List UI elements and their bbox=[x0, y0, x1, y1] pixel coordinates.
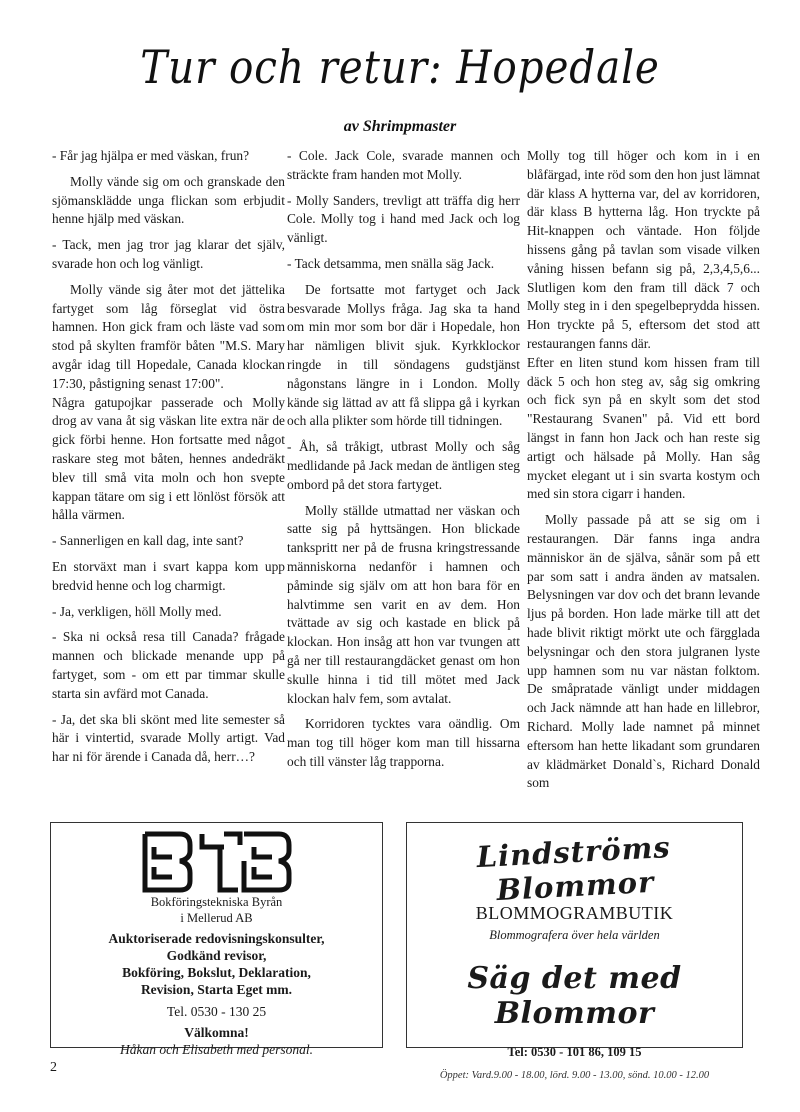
advertisement-blommor bbox=[406, 822, 743, 1081]
btb-service-line: Auktoriserade redovisningskonsulter, bbox=[108, 931, 325, 946]
blommor-shop-name-text: Lindströms Blommor bbox=[475, 829, 672, 908]
btb-staff: Håkan och Elisabeth med personal. bbox=[119, 1042, 314, 1057]
paragraph: Korridoren tycktes vara oändlig. Om man tog till höger kom man till hissarna och till vänster låg trapporna. bbox=[287, 716, 520, 769]
paragraph: Efter en liten stund kom hissen fram till däck 5 och hon steg av, såg sig omkring och fick syn på en skylt som det stod "Restaurang Svanen" på. Vid ett bord längst in fann hon Jack och han reste sig artigt och hälsade på Molly. Han såg mycket elegant ut i sin svarta kostym och med sin stora cigarr i handen. bbox=[527, 354, 760, 502]
btb-welcome: Välkomna! bbox=[184, 1025, 249, 1040]
paragraph: Molly tog till höger och kom in i en blåfärgad, inte röd som den hon just lämnat där klass A hytterna var, del av korridoren, där klass B hytterna låg. Hon tryckte på Hit-knappen och väntade. Hon följde hissens gång på tavlan som visade vilken våning hissen befann sig på, 2,3,4,5,6... Slutligen kom den fram till däck 7 och Molly steg in i den spegelbeprydda hissen. Hon tryckte på 5, eftersom det stod att restaurangen fanns där. bbox=[527, 148, 760, 351]
paragraph: De fortsatte mot fartyget och Jack besvarade Mollys fråga. Jag ska ta hand om min mor som bor där i Hopedale, hon har nämligen blivit sjuk. Kyrkklockor ringde in till söndagens gudstjänst någonstans längre in i London. Molly kände sig lättad av att få slippa gå i kyrkan och alla plikter som hörde till tidningen. bbox=[287, 281, 520, 429]
advertisement-btb bbox=[50, 822, 383, 1057]
paragraph: - Ja, verkligen, höll Molly med. bbox=[52, 603, 222, 619]
paragraph: - Åh, så tråkigt, utbrast Molly och såg medlidande på Jack medan de äntligen steg ombord på det stora fartyget. bbox=[287, 439, 520, 492]
paragraph: Molly vände sig om och granskade den sjömansklädde unga flickan som erbjudit henne hjälp med väskan. bbox=[52, 173, 285, 227]
article-byline: av Shrimpmaster bbox=[343, 118, 457, 135]
btb-service-line: Godkänd revisor, bbox=[166, 948, 267, 963]
article-column-2 bbox=[287, 147, 520, 779]
blommor-slogan: Säg det med Blommor bbox=[467, 961, 682, 1031]
btb-phone: Tel. 0530 - 130 25 bbox=[166, 1004, 267, 1019]
paragraph: - Sannerligen en kall dag, inte sant? bbox=[52, 533, 244, 549]
paragraph: Några gatupojkar passerade och Molly drog av vana åt sig väskan lite extra när de gick förbi henne. Hon fortsatte med något raskare steg mot båten, hennes andedräkt blev till små vita moln och hon svepte kappan tätare om sig i ett lönlöst försök att hålla värmen. bbox=[52, 394, 285, 523]
paragraph: Molly vände sig åter mot det jättelika fartyget som låg förseglat vid östra hamnen. Hon gick fram och läste vad som stod på skylten framför båten "M.S. Mary avgår idag till Hopedale, Canada klockan 17:30, påstigning senast 17:00". bbox=[52, 281, 285, 391]
blommor-opening-hours: Öppet: Vard.9.00 - 18.00, lörd. 9.00 - 13.00, sönd. 10.00 - 12.00 bbox=[439, 1070, 710, 1081]
btb-services bbox=[51, 930, 382, 998]
btb-company-location: i Mellerud AB bbox=[180, 911, 253, 925]
paragraph: En storväxt man i svart kappa kom upp bredvid henne och log charmigt. bbox=[52, 558, 285, 593]
blommor-tagline: Blommografera över hela världen bbox=[489, 928, 660, 942]
paragraph: - Cole. Jack Cole, svarade mannen och sträckte fram handen mot Molly. bbox=[287, 148, 520, 182]
btb-company-name: Bokföringstekniska Byrån bbox=[150, 895, 283, 909]
paragraph: Molly ställde utmattad ner väskan och satte sig på hyttsängen. Hon blickade tankspritt ner på de frusna kringstressande människorna nedanför i hamnen och påminde sig själv om att hon bara för en halvtimme sen varit en av dem. Hon tvättade av sig och kastade en blick på klockan. Hon insåg att hon var tvungen att gå ner till restaurangdäcket genast om hon skulle hinna i tid till mötet med Jack klockan halv fem, som avtalat. bbox=[287, 502, 520, 706]
page-number: 2 bbox=[50, 1060, 57, 1075]
paragraph: - Ja, det ska bli skönt med lite semester så här i vintertid, svarade Molly artigt. Vad har ni för ärende i Canada då, herr…? bbox=[52, 711, 285, 765]
article-column-3 bbox=[527, 147, 760, 800]
paragraph: - Tack detsamma, men snälla säg Jack. bbox=[287, 255, 495, 271]
btb-logo-icon bbox=[142, 831, 292, 893]
btb-service-line: Bokföring, Bokslut, Deklaration, bbox=[122, 965, 311, 980]
paragraph: - Molly Sanders, trevligt att träffa dig herr Cole. Molly tog i hand med Jack och log vänligt. bbox=[287, 192, 520, 246]
btb-service-line: Revision, Starta Eget mm. bbox=[140, 982, 293, 997]
article-column-1 bbox=[52, 147, 285, 774]
paragraph: - Får jag hjälpa er med väskan, frun? bbox=[52, 148, 250, 163]
blommor-shop-name bbox=[407, 829, 742, 908]
paragraph: - Tack, men jag tror jag klarar det själv, svarade hon och log vänligt. bbox=[52, 237, 285, 271]
blommor-phone: Tel: 0530 - 101 86, 109 15 bbox=[507, 1045, 642, 1059]
article-title: Tur och retur: Hopedale bbox=[140, 40, 660, 94]
paragraph: Molly passade på att se sig om i restaurangen. Där fanns inga andra människor än de själva, sånär som på ett par som satt i andra änden av matsalen. Belysningen var dov och det brann levande ljus på borden. Hon lade märke till att det hade blivit riktigt mörkt ute och färgglada belysningar och den stora julgranen lyste upp hamnen som nu var nästan folktom. De småpratade vänligt under middagen och Jack nämnde att han hade en lillebror, Richard. Molly lade namnet på minnet eftersom han hette likadant som grundaren av klädmärket Donald`s, Richard Donald som bbox=[527, 512, 760, 791]
paragraph: - Ska ni också resa till Canada? frågade mannen och blickade menande upp på fartyget, som - om ett par timmar skulle starta sin avfärd mot Canada. bbox=[52, 629, 285, 701]
blommor-shop-type: BLOMMOGRAMBUTIK bbox=[475, 903, 674, 923]
